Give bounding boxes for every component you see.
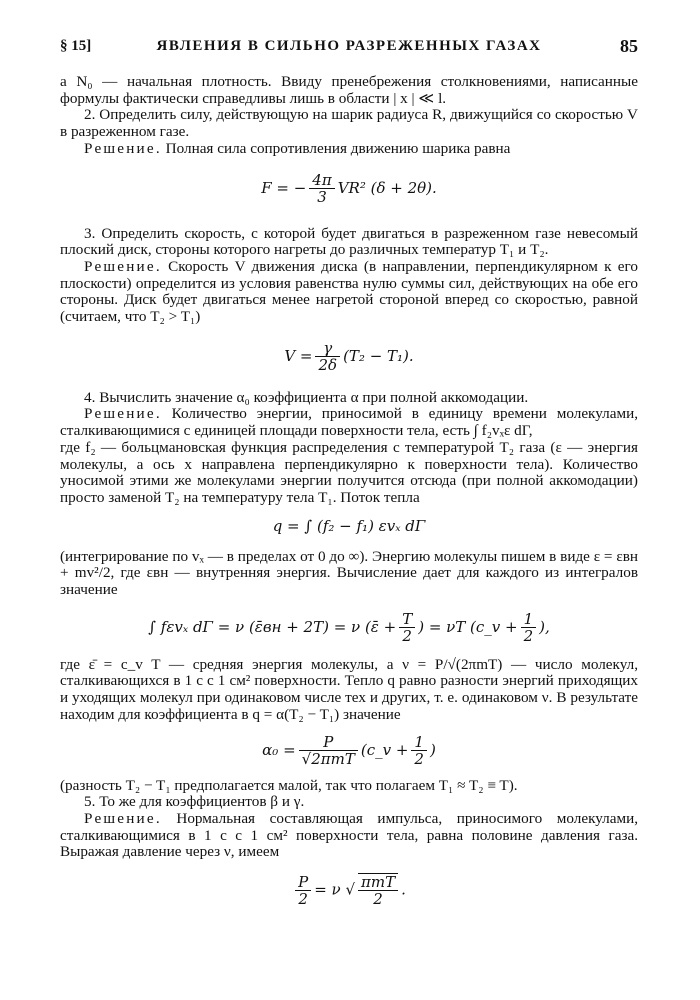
paragraph: (разность T₂ − T₁ предполагается малой, так что полагаем T₁ ≈ T₂ ≡ T). [60,776,518,794]
running-title: ЯВЛЕНИЯ В СИЛЬНО РАЗРЕЖЕННЫХ ГАЗАХ [156,38,542,54]
paragraph: где f₂ — больцмановская функция распределения с температурой T₂ газа (ε — энергия молекулы, а ось x направлена перпендикулярно к поверхности тела). Количество уносимой этими же молекулами энергии получится отсюда (при полной аккомодации) просто заменой T₂ на температуру тела T₁. Поток тепла [60,438,638,506]
solution-label: Решение. [84,139,162,157]
solution-3 [60,259,638,326]
formula-integral: ∫ fεvₓ dΓ = ν (ε̄вн + 2T) = ν (ε̄ + $\frac{T}{2}$ ) = νT (c_v + $\frac{1}{2}$ ), [148,609,550,645]
solution-text: Полная сила сопротивления движению шарика равна [165,139,511,157]
solution-text: Нормальная составляющая импульса, приносимого молекулами, сталкивающимися в 1 с с 1 см² поверхности тела, равна половине давления газа. Выражая давление через ν, имеем [60,809,639,861]
fraction: $\frac{4\pi}{3}$ [309,172,334,206]
solution-label: Решение. [84,405,162,423]
formula-velocity: V = $\frac{\gamma}{2\delta}$ (T₂ − T₁). [284,338,414,374]
fraction: $\frac{1}{2}$ [521,611,537,645]
solution-4 [60,406,638,439]
solution-label: Решение. [84,809,162,827]
page-body [60,74,638,908]
paragraph: а N₀ — начальная плотность. Ввиду пренебрежения столкновениями, написанные формулы фактически справедливы лишь в области | x | ≪ l. [60,73,638,107]
formula-force: F = − $\frac{4\pi}{3}$ VR² (δ + 2θ). [261,170,437,206]
solution-text: Скорость V движения диска (в направлении, перпендикулярном к его плоскости) определится из условия равенства нулю суммы сил, действующих на обе его стороны. Диск будет двигаться менее нагретой стороной вперед со скоростью, равной (считаем, что T₂ > T₁) [60,257,638,326]
formula-heat-flux: q = ∫ (f₂ − f₁) εvₓ dΓ [272,516,426,535]
page-header [60,36,638,60]
fraction: $\frac{P}{2}$ [295,874,311,908]
section-marker: § 15] [60,38,92,54]
fraction: $\frac{1}{2}$ [411,734,427,768]
formula-alpha0: α₀ = $\frac{P}{\text{√2πmT}}$ (c_v + $\frac{1}{2}$ ) [262,732,436,768]
paragraph: (интегрирование по vₓ — в пределах от 0 до ∞). Энергию молекулы пишем в виде ε = εвн + mv²/2, где εвн — внутренняя энергия. Вычисление дает для каждого из интегралов значение [60,547,638,599]
problem-3: 3. Определить скорость, с которой будет двигаться в разреженном газе невесомый плоский диск, стороны которого нагреты до различных температур T₁ и T₂. [60,224,638,259]
fraction: $\frac{P}{\text{√2πmT}}$ [299,734,358,768]
solution-label: Решение. [84,257,162,275]
problem-2: 2. Определить силу, действующую на шарик радиуса R, движущийся со скоростью V в разреженном газе. [60,106,638,141]
solution-5 [60,811,638,861]
problem-4: 4. Вычислить значение α₀ коэффициента α при полной аккомодации. [84,388,529,406]
formula-pressure: $\frac{P}{2}$ = ν √ $\frac{\text{πmT}}{2}$ . [60,873,638,908]
paragraph: где ε̄ = c_v T — средняя энергия молекулы, а ν = P/√(2πmT) — число молекул, сталкивающихся в 1 с с 1 см² поверхности. Тепло q равно разности энергий приходящих и уходящих молекул при одинаковом числе тех и других, т. е. одинаковом ν. В результате находим для коэффициента в q = α(T₂ − T₁) значение [60,655,638,723]
fraction: $\frac{\text{πmT}}{2}$ [358,873,398,908]
solution-text: Количество энергии, приносимой в единицу времени молекулами, сталкивающимися с единицей площади поверхности тела, есть ∫ f₂vₓε dΓ, [60,405,638,440]
page-number: 85 [620,36,638,56]
solution-2 [60,141,638,158]
fraction: $\frac{\gamma}{2\delta}$ [315,340,340,374]
fraction: $\frac{T}{2}$ [399,611,415,645]
problem-5: 5. То же для коэффициентов β и γ. [84,793,305,811]
